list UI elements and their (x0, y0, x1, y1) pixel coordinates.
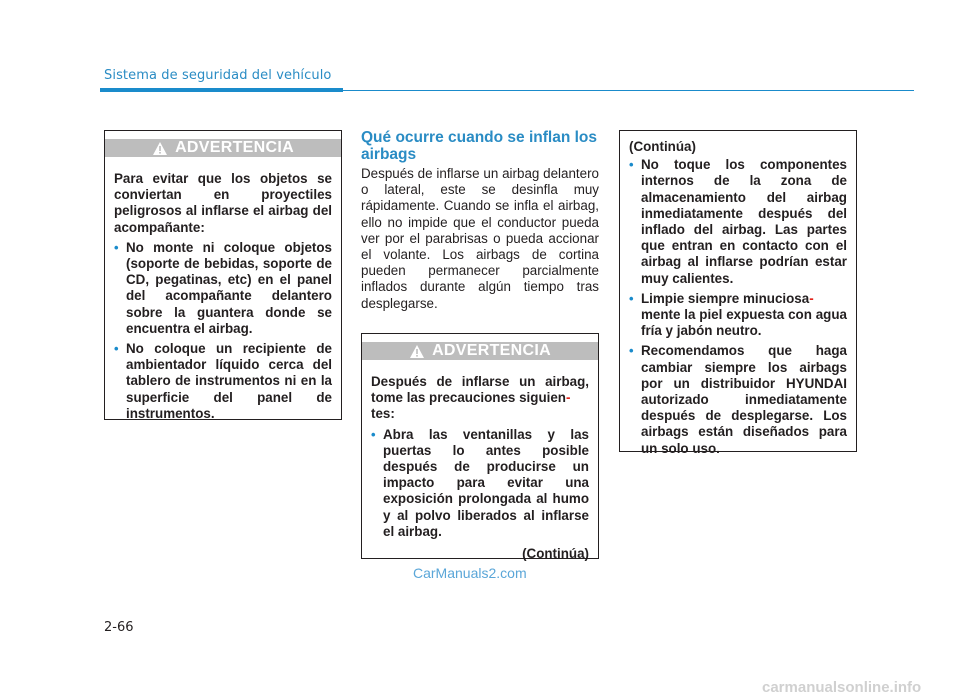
list-item: • No coloque un recipiente de ambientador líquido cerca del tablero de instrumentos ni en la superficie del panel de instrumentos. (114, 341, 332, 421)
bullet-icon: • (629, 343, 634, 359)
warning-header (362, 334, 598, 366)
bullet-icon: • (629, 290, 634, 306)
section-title: Sistema de seguridad del vehículo (104, 68, 332, 83)
header-rule (343, 90, 914, 91)
watermark-footer: carmanualsonline.info (762, 679, 922, 696)
warning-heading: ADVERTENCIA (175, 139, 294, 156)
warning-box-middle (361, 333, 599, 562)
warning-intro: Después de inflarse un airbag, tome las precauciones siguien- tes: (371, 374, 589, 422)
section-heading: Qué ocurre cuando se inflan los airbags (361, 129, 597, 163)
list-item: • Abra las ventanillas y las puertas lo antes posible después de producirse un impacto para evitar una exposición prolongada al humo y al polvo liberados al inflarse el airbag. (371, 426, 589, 539)
warning-triangle-icon (152, 141, 168, 156)
list-item: • Limpie siempre minuciosa- mente la piel expuesta con agua fría y jabón neutro. (629, 290, 847, 339)
warning-box-left (104, 130, 342, 420)
page-number: 2-66 (104, 620, 134, 635)
body-paragraph: Después de inflarse un airbag delantero o lateral, este se desinfla muy rápidamente. Cuando se infla el airbag, ello no impide que el conductor pueda ver por el parabrisas o pueda accionar el volante. Los airbags de cortina pueden permanecer parcialmente inflados durante algún tiempo tras desplegarse. (361, 166, 599, 311)
warning-triangle-icon (409, 344, 425, 359)
list-item: • No toque los componentes internos de la zona de almacenamiento del airbag inmediatamente después del inflado del airbag. Las partes que entran en contacto con el airbag al inflarse podrían estar muy calientes. (629, 157, 847, 286)
bullet-icon: • (629, 157, 634, 173)
bullet-icon: • (371, 426, 376, 442)
warning-box-right (619, 130, 857, 456)
list-item: • No monte ni coloque objetos (soporte de bebidas, soporte de CD, pegatinas, etc) en el panel del acompañante delantero sobre la guantera donde se encuentra el airbag. (114, 239, 332, 336)
warning-intro: Para evitar que los objetos se conviertan en proyectiles peligrosos al inflarse el airbag del acompañante: (114, 171, 332, 235)
warning-heading: ADVERTENCIA (432, 342, 551, 359)
warning-header (105, 131, 341, 163)
header-accent-bar (100, 88, 343, 92)
bullet-icon: • (114, 239, 119, 255)
bullet-icon: • (114, 341, 119, 357)
watermark-link[interactable]: CarManuals2.com (413, 565, 527, 581)
continues-label: (Continúa) (522, 546, 589, 562)
continued-label: (Continúa) (629, 139, 696, 154)
list-item: • Recomendamos que haga cambiar siempre los airbags por un distribuidor HYUNDAI autorizado inmediatamente después de desplegarse. Los airbags están diseñados para un solo uso. (629, 343, 847, 456)
